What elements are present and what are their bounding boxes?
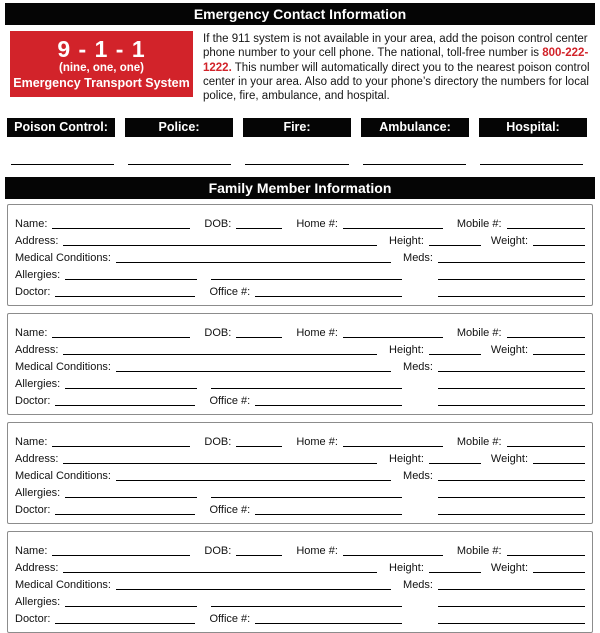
home-phone-label: Home #:: [296, 218, 338, 231]
name-blank-line: [52, 444, 190, 447]
name-blank-line: [52, 226, 190, 229]
family-member-block: [7, 204, 593, 306]
intro-text-after: This number will automatically direct you to the nearest poison control center in your area. Also add to your phone’s directory the numbers for local police, fire, ambulance, and hospital.: [203, 61, 590, 103]
family-member-block: [7, 422, 593, 524]
home-phone-label: Home #:: [296, 436, 338, 449]
family-member-block: [7, 531, 593, 633]
medical-conditions-label: Medical Conditions:: [15, 470, 111, 483]
top-row: [10, 31, 595, 103]
meds-label: Meds:: [403, 252, 433, 265]
home-phone-blank-line: [343, 444, 443, 447]
allergies-row: [15, 373, 585, 390]
allergies-label: Allergies:: [15, 269, 61, 282]
mobile-phone-blank-line: [507, 444, 585, 447]
weight-label: Weight:: [490, 453, 528, 466]
meds-blank-line: [438, 587, 585, 590]
address-height-weight-row: [15, 448, 585, 465]
doctor-office-row: [15, 390, 585, 407]
name-label: Name:: [15, 545, 48, 558]
home-phone-blank-line: [343, 335, 443, 338]
medical-conditions-blank-line: [116, 478, 391, 481]
height-blank-line: [429, 570, 481, 573]
dob-label: DOB:: [204, 436, 232, 449]
meds-label: Meds:: [403, 361, 433, 374]
meds-continuation-line-1: [438, 277, 585, 280]
weight-label: Weight:: [490, 235, 528, 248]
doctor-office-row: [15, 499, 585, 516]
medical-meds-row: [15, 356, 585, 373]
meds-continuation-line-1: [438, 604, 585, 607]
doctor-blank-line: [55, 512, 195, 515]
name-dob-phone-row: [15, 213, 585, 230]
meds-continuation-line-2: [438, 294, 585, 297]
medical-meds-row: [15, 247, 585, 264]
meds-blank-line: [438, 260, 585, 263]
meds-continuation-line-2: [438, 403, 585, 406]
name-blank-line: [52, 553, 190, 556]
emergency-contacts-label-row: [7, 118, 587, 137]
family-member-block: [7, 313, 593, 415]
meds-label: Meds:: [403, 470, 433, 483]
allergies-continuation-line: [211, 386, 402, 389]
section-header-emergency: [5, 3, 595, 25]
police-blank-line: [128, 163, 231, 165]
medical-conditions-blank-line: [116, 260, 391, 263]
meds-blank-line: [438, 369, 585, 372]
office-phone-blank-line: [255, 512, 402, 515]
meds-blank-line: [438, 478, 585, 481]
dob-label: DOB:: [204, 545, 232, 558]
name-label: Name:: [15, 327, 48, 340]
medical-conditions-blank-line: [116, 369, 391, 372]
name-blank-line: [52, 335, 190, 338]
name-label: Name:: [15, 218, 48, 231]
poison-control-blank-line: [11, 163, 114, 165]
address-blank-line: [63, 461, 377, 464]
height-label: Height:: [389, 453, 424, 466]
height-label: Height:: [389, 562, 424, 575]
height-label: Height:: [389, 235, 424, 248]
weight-blank-line: [533, 461, 585, 464]
home-phone-blank-line: [343, 226, 443, 229]
name-label: Name:: [15, 436, 48, 449]
allergies-continuation-line: [211, 495, 402, 498]
allergies-row: [15, 591, 585, 608]
intro-paragraph: [203, 31, 595, 103]
dob-blank-line: [236, 335, 282, 338]
office-phone-label: Office #:: [209, 395, 251, 408]
intro-text-before: If the 911 system is not available in your area, add the poison control center phone number to your cell phone. The national, toll-free number is: [203, 33, 588, 60]
height-blank-line: [429, 243, 481, 246]
office-phone-label: Office #:: [209, 286, 251, 299]
doctor-label: Doctor:: [15, 395, 51, 408]
family-member-blocks: [0, 204, 600, 633]
allergies-blank-line: [65, 277, 197, 280]
doctor-office-row: [15, 281, 585, 298]
name-dob-phone-row: [15, 322, 585, 339]
medical-conditions-blank-line: [116, 587, 391, 590]
meds-label: Meds:: [403, 579, 433, 592]
contact-label-poison-control: Poison Control:: [7, 118, 115, 137]
emergency-911-box: [10, 31, 193, 97]
ambulance-blank-line: [363, 163, 466, 165]
height-label: Height:: [389, 344, 424, 357]
height-blank-line: [429, 352, 481, 355]
hospital-blank-line: [480, 163, 583, 165]
allergies-row: [15, 482, 585, 499]
poison-control-phone-number: 800-222-1222.: [203, 47, 589, 74]
contact-label-police: Police:: [125, 118, 233, 137]
mobile-phone-label: Mobile #:: [456, 327, 502, 340]
doctor-label: Doctor:: [15, 613, 51, 626]
address-blank-line: [63, 352, 377, 355]
height-blank-line: [429, 461, 481, 464]
weight-blank-line: [533, 570, 585, 573]
dob-blank-line: [236, 444, 282, 447]
dob-label: DOB:: [204, 327, 232, 340]
name-dob-phone-row: [15, 431, 585, 448]
weight-blank-line: [533, 243, 585, 246]
allergies-continuation-line: [211, 277, 402, 280]
page: [0, 3, 600, 626]
office-phone-label: Office #:: [209, 613, 251, 626]
emergency-contacts-blank-lines: [11, 163, 583, 165]
medical-meds-row: [15, 574, 585, 591]
allergies-label: Allergies:: [15, 378, 61, 391]
section-header-family: [5, 177, 595, 199]
mobile-phone-blank-line: [507, 553, 585, 556]
weight-label: Weight:: [490, 344, 528, 357]
address-label: Address:: [15, 562, 59, 575]
dob-label: DOB:: [204, 218, 232, 231]
mobile-phone-blank-line: [507, 226, 585, 229]
allergies-blank-line: [65, 495, 197, 498]
meds-continuation-line-2: [438, 512, 585, 515]
medical-conditions-label: Medical Conditions:: [15, 579, 111, 592]
allergies-blank-line: [65, 386, 197, 389]
address-height-weight-row: [15, 557, 585, 574]
contact-label-hospital: Hospital:: [479, 118, 587, 137]
doctor-label: Doctor:: [15, 504, 51, 517]
medical-conditions-label: Medical Conditions:: [15, 361, 111, 374]
name-dob-phone-row: [15, 540, 585, 557]
office-phone-blank-line: [255, 403, 402, 406]
emergency-transport-label: Emergency Transport System: [13, 76, 190, 91]
contact-label-fire: Fire:: [243, 118, 351, 137]
emergency-number-phonetic: (nine, one, one): [59, 62, 144, 75]
family-header-title: Family Member Information: [208, 180, 392, 197]
doctor-blank-line: [55, 294, 195, 297]
address-blank-line: [63, 570, 377, 573]
fire-blank-line: [245, 163, 348, 165]
office-phone-label: Office #:: [209, 504, 251, 517]
doctor-label: Doctor:: [15, 286, 51, 299]
dob-blank-line: [236, 226, 282, 229]
weight-blank-line: [533, 352, 585, 355]
mobile-phone-label: Mobile #:: [456, 545, 502, 558]
office-phone-blank-line: [255, 294, 402, 297]
home-phone-label: Home #:: [296, 327, 338, 340]
address-label: Address:: [15, 235, 59, 248]
mobile-phone-blank-line: [507, 335, 585, 338]
medical-conditions-label: Medical Conditions:: [15, 252, 111, 265]
home-phone-blank-line: [343, 553, 443, 556]
dob-blank-line: [236, 553, 282, 556]
emergency-number: 9 - 1 - 1: [57, 35, 146, 62]
address-label: Address:: [15, 344, 59, 357]
meds-continuation-line-1: [438, 495, 585, 498]
mobile-phone-label: Mobile #:: [456, 218, 502, 231]
allergies-continuation-line: [211, 604, 402, 607]
weight-label: Weight:: [490, 562, 528, 575]
mobile-phone-label: Mobile #:: [456, 436, 502, 449]
doctor-blank-line: [55, 403, 195, 406]
address-blank-line: [63, 243, 377, 246]
home-phone-label: Home #:: [296, 545, 338, 558]
allergies-label: Allergies:: [15, 487, 61, 500]
allergies-label: Allergies:: [15, 596, 61, 609]
contact-label-ambulance: Ambulance:: [361, 118, 469, 137]
address-height-weight-row: [15, 230, 585, 247]
medical-meds-row: [15, 465, 585, 482]
allergies-row: [15, 264, 585, 281]
meds-continuation-line-1: [438, 386, 585, 389]
allergies-blank-line: [65, 604, 197, 607]
address-label: Address:: [15, 453, 59, 466]
emergency-header-title: Emergency Contact Information: [193, 6, 407, 22]
address-height-weight-row: [15, 339, 585, 356]
